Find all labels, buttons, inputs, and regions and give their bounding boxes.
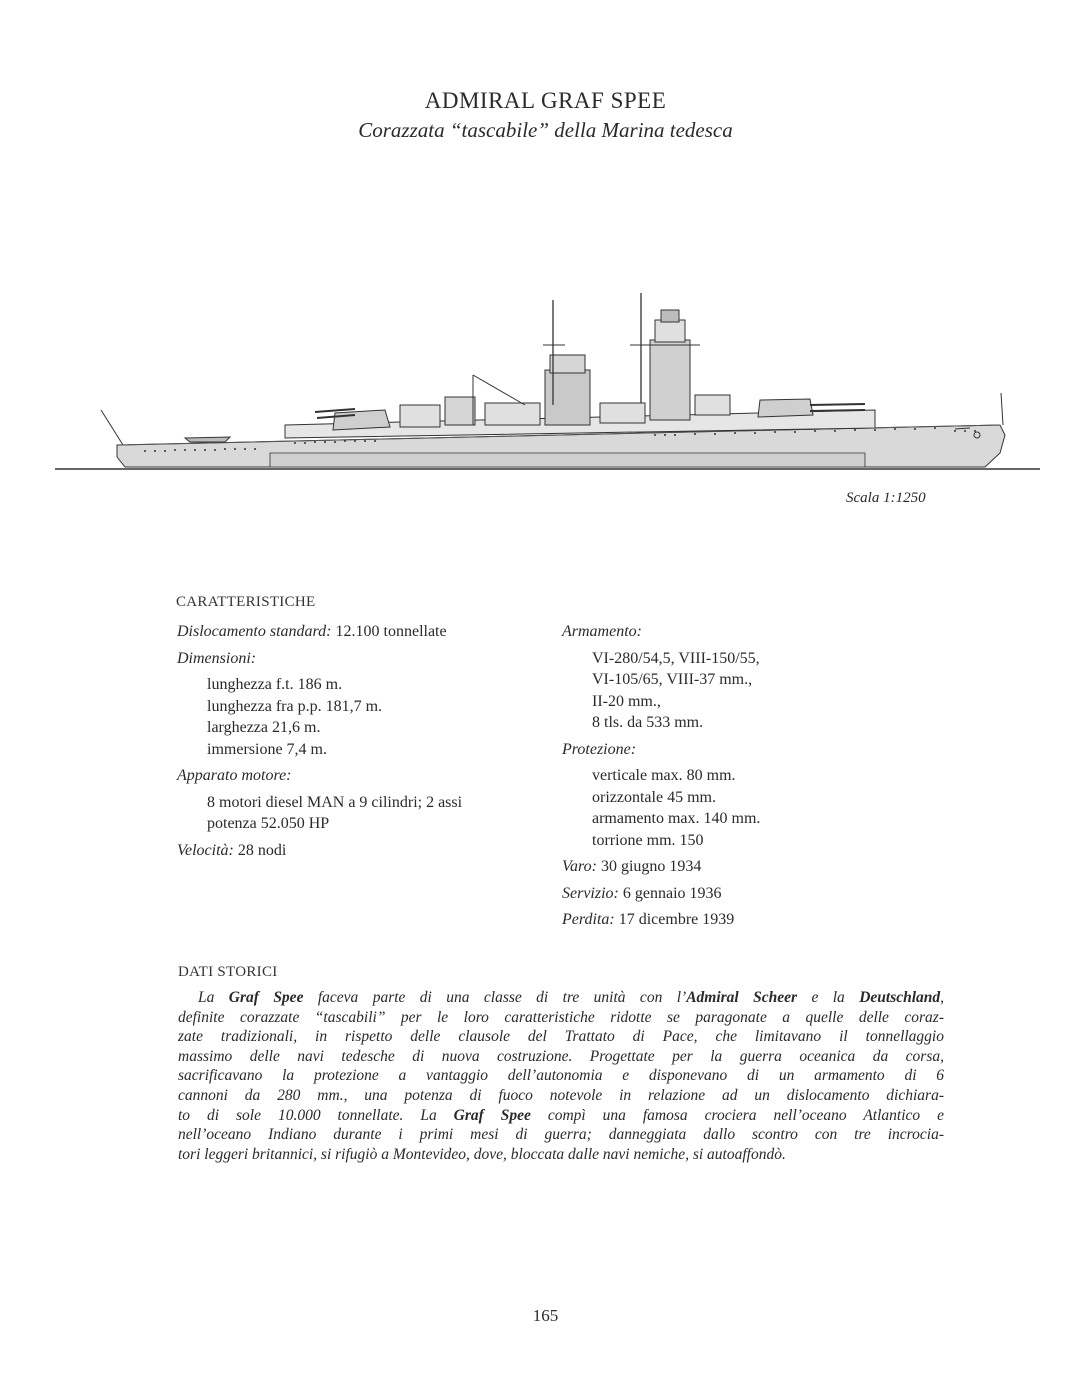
engine-item: 8 motori diesel MAN a 9 cilindri; 2 assi: [207, 793, 463, 811]
battleship-profile-drawing: [55, 285, 1040, 480]
history-line: [178, 988, 944, 1008]
displacement-label: Dislocamento standard:: [177, 623, 332, 640]
history-text: compì una famosa crociera nell’oceano Atlantico e: [530, 1106, 944, 1124]
history-line: massimo delle navi tedesche di nuova costruzione. Progettate per la guerra oceanica da corsa,: [178, 1047, 944, 1065]
ship-name: Deutschland: [859, 989, 941, 1006]
page-title: ADMIRAL GRAF SPEE: [424, 88, 667, 113]
page-subtitle: Corazzata “tascabile” della Marina tedesca: [358, 118, 733, 142]
armament-item: II-20 mm.,: [592, 692, 661, 710]
armament-item: VI-280/54,5, VIII-150/55,: [592, 649, 760, 667]
history-line: [178, 1106, 944, 1126]
loss-label: Perdita:: [562, 911, 615, 928]
displacement-value: 12.100 tonnellate: [331, 623, 447, 640]
protection-label: Protezione:: [562, 740, 637, 758]
page-number: 165: [532, 1306, 559, 1325]
engine-label: Apparato motore:: [177, 767, 292, 784]
engine-item: potenza 52.050 HP: [207, 815, 330, 832]
loss-row: [562, 909, 760, 931]
ship-name: Graf Spee: [453, 1106, 531, 1124]
protection-item: torrione mm. 150: [592, 831, 704, 849]
history-line: cannoni da 280 mm., una potenza di fuoco notevole in relazione ad un dislocamento dichiara-: [178, 1086, 944, 1104]
armament-label: Armamento:: [562, 623, 642, 640]
service-value: 6 gennaio 1936: [618, 884, 722, 902]
ship-name: Admiral Scheer: [686, 989, 798, 1006]
launch-value: 30 giugno 1934: [596, 858, 702, 875]
dimensions-list: [177, 674, 462, 760]
speed-label: Velocità:: [177, 841, 234, 859]
protection-item: verticale max. 80 mm.: [592, 767, 736, 784]
armament-list: [562, 648, 760, 734]
armament-item: VI-105/65, VIII-37 mm.,: [592, 671, 753, 688]
dimension-item: larghezza 21,6 m.: [207, 719, 321, 736]
history-text: ,: [940, 989, 945, 1006]
history-line: definite corazzate “tascabili” per le loro caratteristiche ridotte se paragonate a quelle delle coraz-: [178, 1008, 944, 1026]
service-label: Servizio:: [562, 884, 619, 902]
armament-item: 8 tls. da 533 mm.: [592, 714, 704, 731]
service-row: [562, 883, 760, 905]
history-text: to di sole 10.000 tonnellate. La: [178, 1106, 454, 1124]
protection-item: orizzontale 45 mm.: [592, 788, 716, 806]
engine-list: [177, 792, 462, 835]
protection-item: armamento max. 140 mm.: [592, 810, 761, 827]
history-line: sacrificavano la protezione a vantaggio dell’autonomia e disponevano di un armamento di 6: [178, 1067, 944, 1085]
history-line: tori leggeri britannici, si rifugiò a Montevideo, dove, bloccata dalle navi nemiche, si autoaffondò.: [178, 1145, 786, 1163]
history-paragraph: [178, 988, 944, 1164]
speed-value: 28 nodi: [233, 841, 287, 859]
scale-label: Scala 1:1250: [846, 490, 926, 506]
protection-list: [562, 765, 760, 851]
loss-value: 17 dicembre 1939: [614, 911, 735, 928]
history-text: La: [198, 989, 229, 1006]
history-heading: DATI STORICI: [178, 964, 278, 980]
dimension-item: lunghezza f.t. 186 m.: [207, 676, 343, 693]
dimension-item: immersione 7,4 m.: [207, 740, 327, 758]
dimension-item: lunghezza fra p.p. 181,7 m.: [207, 697, 383, 715]
ship-name: Graf Spee: [228, 989, 304, 1006]
history-line: zate tradizionali, in rispetto delle clausole del Trattato di Pace, che limitavano il tonnellaggio: [178, 1028, 944, 1046]
specs-heading: CARATTERISTICHE: [176, 594, 316, 610]
dimensions-label: Dimensioni:: [177, 649, 257, 667]
launch-row: [562, 856, 760, 878]
speed-row: [177, 840, 462, 862]
displacement-row: [177, 621, 462, 643]
history-text: faceva parte di una classe di tre unità con l’: [303, 989, 687, 1006]
launch-label: Varo:: [562, 858, 597, 875]
history-text: e la: [797, 989, 860, 1006]
specs-left-column: [177, 621, 462, 866]
specs-right-column: [562, 621, 760, 936]
history-line: nell’oceano Indiano durante i primi mesi di guerra; danneggiata dallo scontro con tre incrocia-: [178, 1126, 944, 1144]
